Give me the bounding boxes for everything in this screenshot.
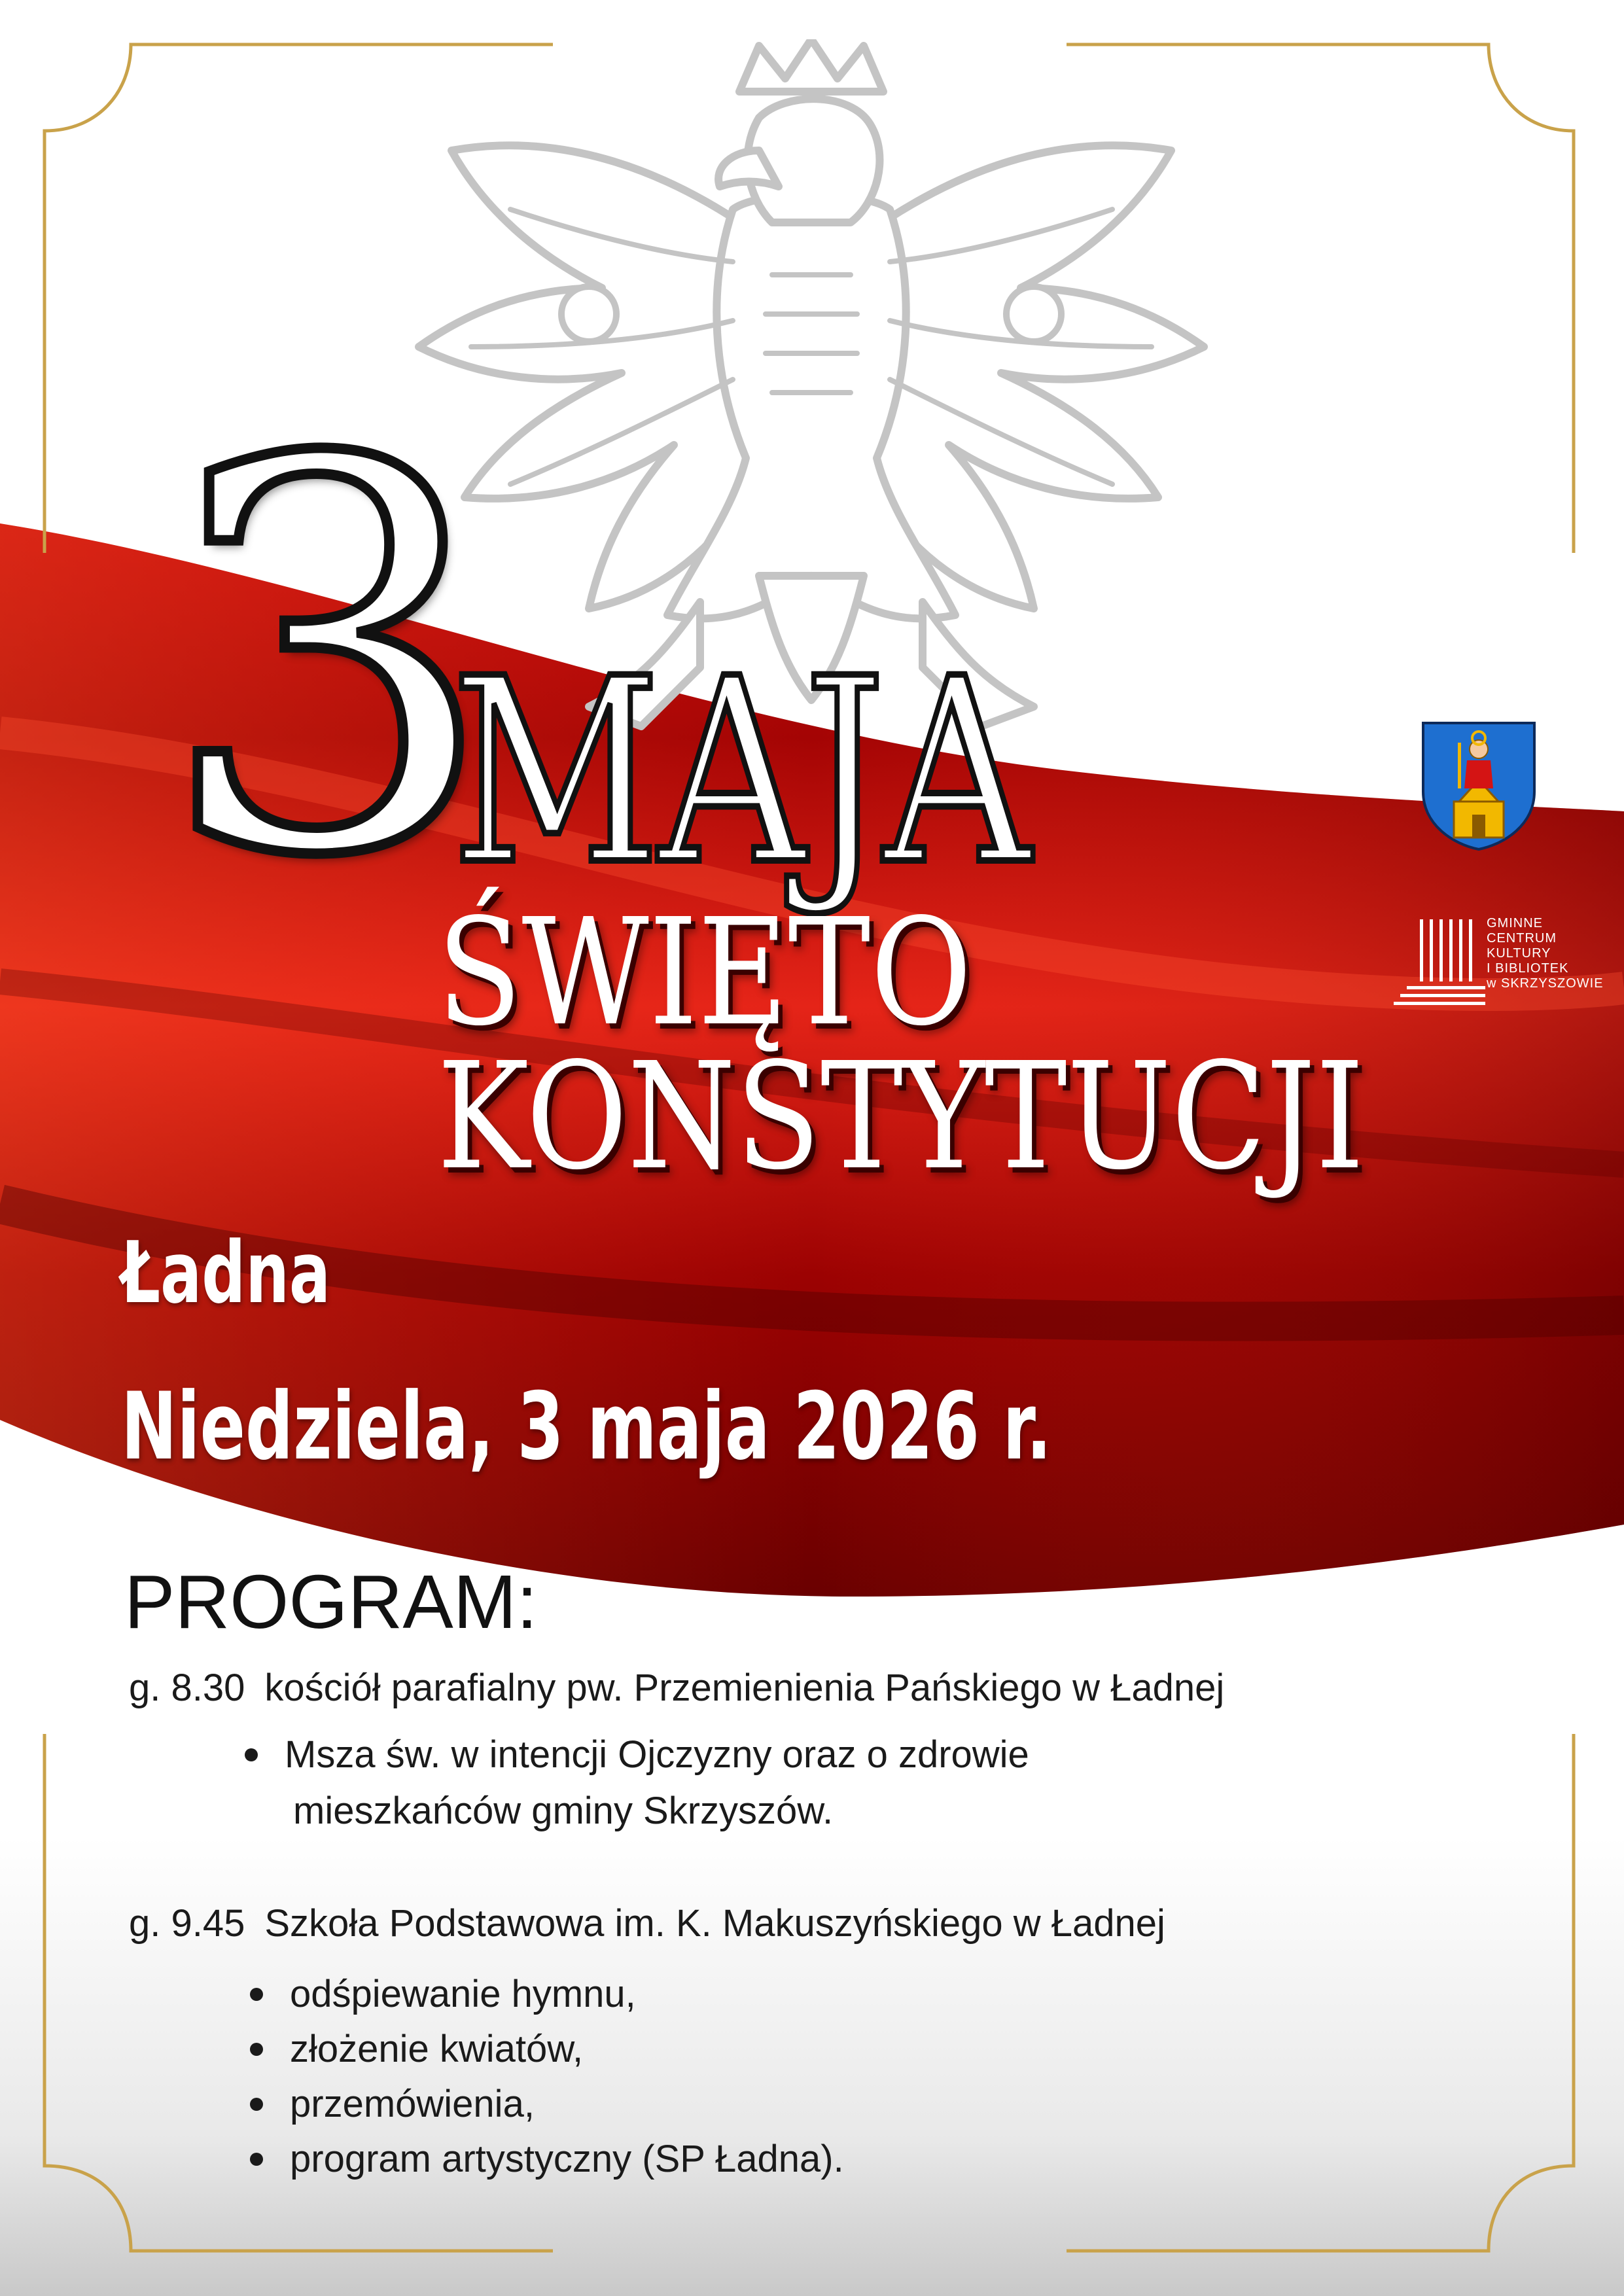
gck-logo-icon — [1394, 913, 1485, 1011]
list-item-continuation: mieszkańców gminy Skrzyszów. — [293, 1790, 834, 1832]
coat-of-arms-icon — [1420, 720, 1538, 851]
list-item: odśpiewanie hymnu, — [241, 1967, 844, 2022]
title-line-2: KONSTYTUCJI — [437, 1031, 1365, 1203]
schedule-entry-2 — [129, 1901, 1165, 1947]
entry-1-items — [236, 1727, 1029, 1782]
entry-place: kościół parafialny pw. Przemienienia Pańskiego w Ładnej — [264, 1667, 1225, 1709]
location-name: Ładna — [121, 1223, 331, 1322]
entry-time: g. 9.45 — [129, 1902, 245, 1945]
gck-logo-text: GMINNE CENTRUM KULTURY I BIBLIOTEK w SKRZYSZOWIE — [1487, 916, 1604, 991]
event-date: Niedziela, 3 maja 2026 r. — [121, 1373, 1052, 1481]
list-item: Msza św. w intencji Ojczyzny oraz o zdrowie — [236, 1727, 1029, 1782]
entry-time: g. 8.30 — [129, 1667, 245, 1709]
month-word: MAJA — [451, 624, 1029, 921]
list-item: program artystyczny (SP Ładna). — [241, 2132, 844, 2187]
day-number: 3 — [157, 349, 499, 973]
title-line-1: ŚWIĘTO — [437, 887, 972, 1059]
schedule-entry-1 — [129, 1665, 1224, 1711]
entry-place: Szkoła Podstawowa im. K. Makuszyńskiego w Ładnej — [264, 1902, 1165, 1945]
list-item: złożenie kwiatów, — [241, 2022, 844, 2077]
program-heading: PROGRAM: — [124, 1559, 538, 1644]
entry-2-items — [241, 1967, 844, 2187]
list-item: przemówienia, — [241, 2077, 844, 2132]
